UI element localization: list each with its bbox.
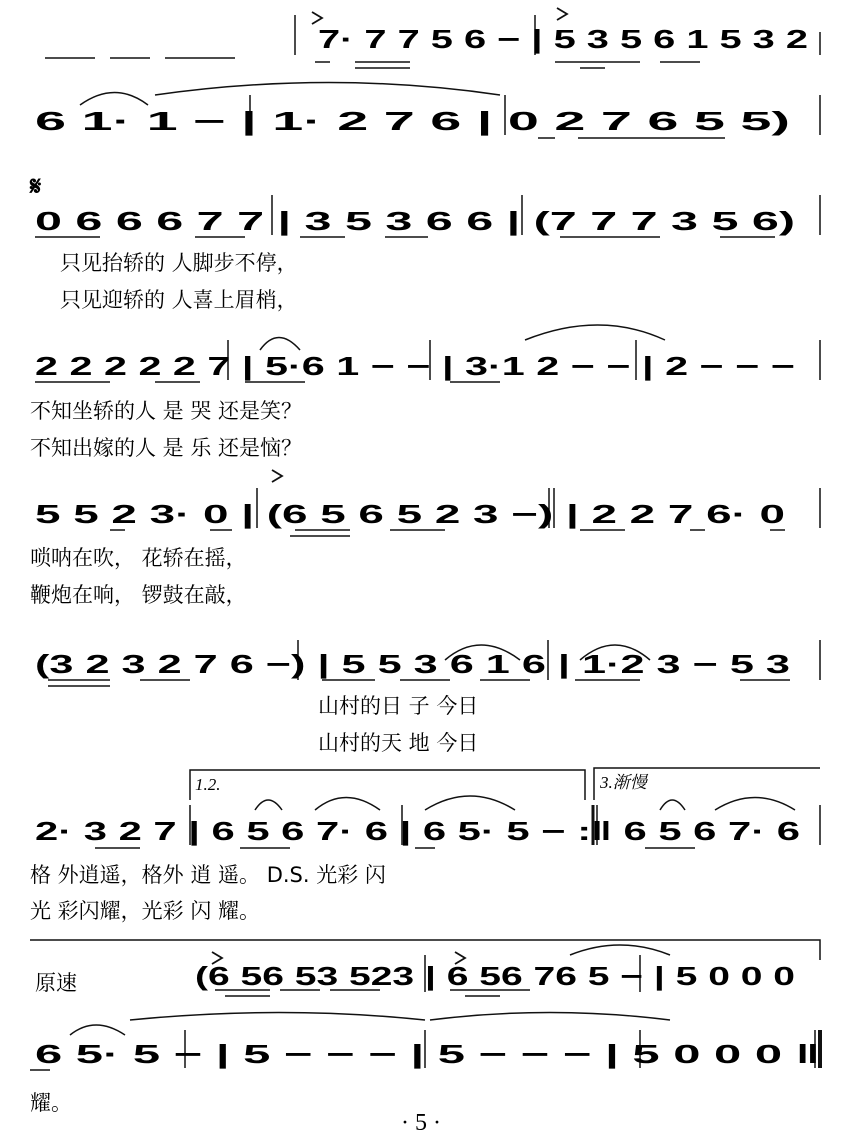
segno-mark: 𝄋 <box>30 171 42 201</box>
lyric-3a: 只见抬轿的 人脚步不停， <box>60 251 298 275</box>
notes-row-1: 7· 7 7 5 6 − | 5 3 5 6 1 5 3 2 <box>318 24 808 54</box>
volta-1-2: 1.2. <box>195 775 221 794</box>
notes-row-7: 2· 3 2 7 | 6 5 6 7· 6 | 6 5· 5 − :‖ 6 5 6 7· 6 <box>35 816 800 846</box>
page-number: · 5 · <box>401 1110 441 1135</box>
lyric-3b: 只见迎轿的 人喜上眉梢， <box>60 288 298 312</box>
notes-row-9: 6 5· 5 − | 5 − − − | 5 − − − | 5 0 0 0 ‖ <box>35 1039 820 1069</box>
notes-row-4: 2 2 2 2 2 7 | 5·6 1 − − | 3·1 2 − − | 2 − − − <box>35 351 795 381</box>
lyric-4b: 不知出嫁的人 是 乐 还是恼？ <box>30 436 303 460</box>
lyric-5a: 唢呐在吹， 花轿在摇， <box>30 546 247 570</box>
lyric-6a: 山村的日 子 今日 <box>318 694 479 718</box>
notes-row-2: 6 1· 1 − | 1· 2 7 6 | 0 2 7 6 5 5) <box>35 106 791 136</box>
lyric-5b: 鞭炮在响， 锣鼓在敲， <box>30 583 247 607</box>
lyric-7b: 光 彩闪耀，光彩 闪 耀。 <box>30 899 261 923</box>
notes-row-6: (3 2 3 2 7 6 −) | 5 5 3 6 1 6 | 1·2 3 − 5 3 <box>35 649 790 679</box>
lyric-7a: 格 外逍遥，格外 逍 遥。 D.S. 光彩 闪 <box>30 863 386 887</box>
notes-row-5: 5 5 2 3· 0 | (6 5 6 5 2 3 −) | 2 2 7 6· 0 <box>35 499 785 529</box>
notes-row-8: (6 56 53 523 | 6 56 76 5 − | 5 0 0 0 <box>195 961 795 991</box>
lyric-6b: 山村的天 地 今日 <box>318 731 479 755</box>
lyric-9: 耀。 <box>30 1091 72 1115</box>
volta-3: 3.渐慢 <box>600 773 647 792</box>
tempo-mark: 原速 <box>35 971 77 995</box>
notes-row-3: 0 6 6 6 7 7 | 3 5 3 6 6 | (7 7 7 3 5 6) <box>35 206 795 236</box>
lyric-4a: 不知坐轿的人 是 哭 还是笑？ <box>30 399 303 423</box>
